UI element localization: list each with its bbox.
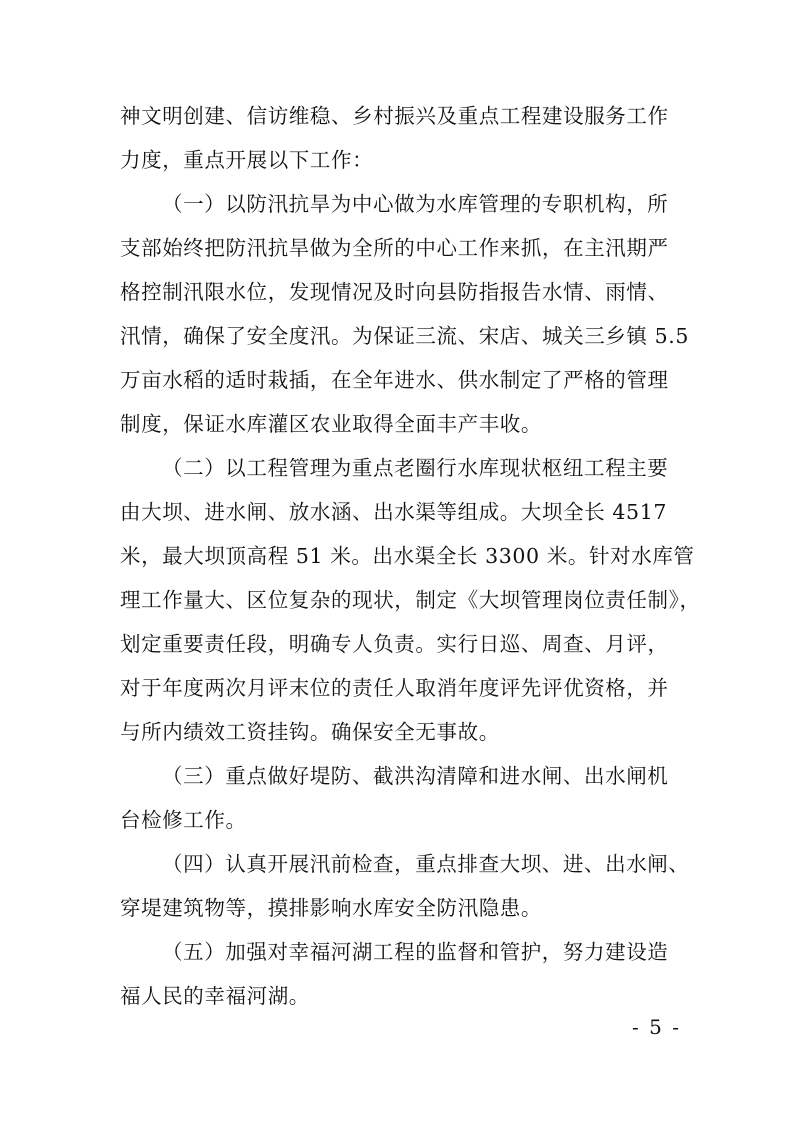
text-line: 力度，重点开展以下工作： — [120, 148, 374, 172]
text-line: 万亩水稻的适时栽插，在全年进水、供水制定了严格的管理 — [120, 368, 669, 392]
text-line: 汛情，确保了安全度汛。为保证三流、宋店、城关三乡镇 5.5 — [120, 324, 690, 348]
text-line: 支部始终把防汛抗旱做为全所的中心工作来抓，在主汛期严 — [120, 236, 669, 260]
text-line: 米，最大坝顶高程 51 米。出水渠全长 3300 米。针对水库管 — [120, 544, 695, 568]
paragraph-1-start: （一）以防汛抗旱为中心做为水库管理的专职机构，所 — [162, 192, 669, 216]
text-line: 划定重要责任段，明确专人负责。实行日巡、周查、月评， — [120, 632, 669, 656]
text-line: 神文明创建、信访维稳、乡村振兴及重点工程建设服务工作 — [120, 104, 669, 128]
paragraph-4-start: （四）认真开展汛前检查，重点排查大坝、进、出水闸、 — [162, 852, 690, 876]
paragraph-5-start: （五）加强对幸福河湖工程的监督和管护，努力建设造 — [162, 940, 669, 964]
page-number: - 5 - — [632, 1015, 681, 1039]
text-line: 对于年度两次月评末位的责任人取消年度评先评优资格，并 — [120, 676, 669, 700]
text-line: 格控制汛限水位，发现情况及时向县防指报告水情、雨情、 — [120, 280, 669, 304]
paragraph-2-start: （二）以工程管理为重点老圈行水库现状枢纽工程主要 — [162, 456, 669, 480]
text-line: 穿堤建筑物等，摸排影响水库安全防汛隐患。 — [120, 896, 542, 920]
text-line: 与所内绩效工资挂钩。确保安全无事故。 — [120, 720, 500, 744]
text-line: 台检修工作。 — [120, 808, 247, 832]
text-line: 由大坝、进水闸、放水涵、出水渠等组成。大坝全长 4517 — [120, 500, 667, 524]
text-line: 理工作量大、区位复杂的现状，制定《大坝管理岗位责任制》， — [120, 588, 701, 612]
paragraph-3-start: （三）重点做好堤防、截洪沟清障和进水闸、出水闸机 — [162, 764, 669, 788]
text-line: 制度，保证水库灌区农业取得全面丰产丰收。 — [120, 412, 542, 436]
text-line: 福人民的幸福河湖。 — [120, 984, 310, 1008]
